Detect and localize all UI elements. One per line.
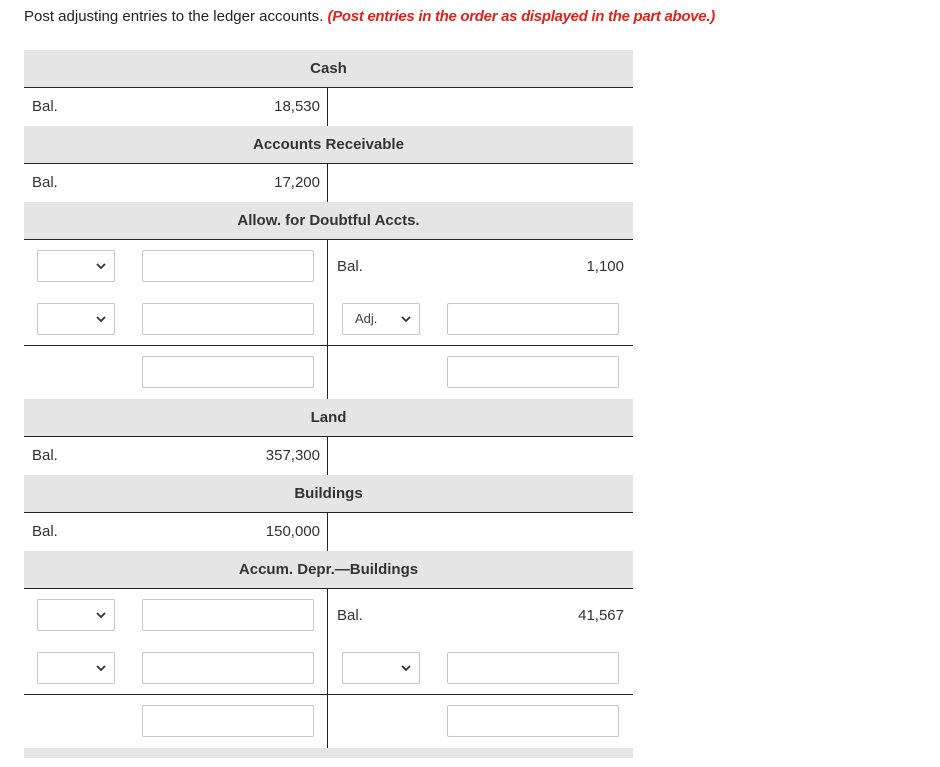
credit-select-value: Adj.: [355, 311, 378, 326]
instruction-text: [24, 8, 715, 25]
account-title-buildings: Buildings: [24, 475, 633, 513]
t-account-divider: [327, 513, 328, 551]
t-account-divider: [327, 88, 328, 126]
accum-depr-total-row: [24, 695, 633, 748]
chevron-down-icon: [95, 260, 107, 272]
credit-amount: 41,567: [578, 607, 624, 624]
cash-balance-row: [24, 88, 633, 126]
instruction-main: Post adjusting entries to the ledger accounts.: [24, 8, 328, 25]
debit-amount-input[interactable]: [142, 599, 314, 631]
chevron-down-icon: [400, 662, 412, 674]
debit-account-select[interactable]: [37, 599, 115, 631]
debit-label: Bal.: [32, 98, 58, 115]
instruction-note: (Post entries in the order as displayed in the part above.): [327, 8, 715, 25]
debit-account-select[interactable]: [37, 652, 115, 684]
credit-amount-input[interactable]: [447, 303, 619, 335]
next-account-header: [24, 748, 633, 758]
t-account-divider: [327, 642, 328, 694]
debit-amount-input[interactable]: [142, 250, 314, 282]
t-account-divider: [327, 437, 328, 475]
t-account-divider: [327, 346, 328, 399]
debit-amount-input[interactable]: [142, 303, 314, 335]
allowance-row-1: [24, 240, 633, 293]
debit-amount: 17,200: [274, 174, 320, 191]
credit-amount: 1,100: [586, 258, 624, 275]
allowance-total-row: [24, 346, 633, 399]
debit-total-input[interactable]: [142, 705, 314, 737]
account-title-land: Land: [24, 399, 633, 437]
accum-depr-row-2: [24, 642, 633, 695]
t-account-divider: [327, 589, 328, 642]
chevron-down-icon: [95, 662, 107, 674]
debit-amount-input[interactable]: [142, 652, 314, 684]
accum-depr-row-1: [24, 589, 633, 642]
debit-total-input[interactable]: [142, 356, 314, 388]
debit-account-select[interactable]: [37, 303, 115, 335]
chevron-down-icon: [400, 313, 412, 325]
t-account-divider: [327, 164, 328, 202]
account-title-accounts-receivable: Accounts Receivable: [24, 126, 633, 164]
credit-account-select[interactable]: [342, 303, 420, 335]
credit-label: Bal.: [337, 258, 363, 275]
account-title-cash: Cash: [24, 50, 633, 88]
account-title-allowance-doubtful: Allow. for Doubtful Accts.: [24, 202, 633, 240]
debit-label: Bal.: [32, 523, 58, 540]
debit-label: Bal.: [32, 174, 58, 191]
credit-account-select[interactable]: [342, 652, 420, 684]
t-account-divider: [327, 240, 328, 293]
credit-total-input[interactable]: [447, 356, 619, 388]
debit-amount: 150,000: [265, 523, 320, 540]
accounts-receivable-balance-row: [24, 164, 633, 202]
debit-amount: 18,530: [274, 98, 320, 115]
debit-label: Bal.: [32, 447, 58, 464]
allowance-row-2: [24, 293, 633, 346]
debit-amount: 357,300: [265, 447, 320, 464]
credit-label: Bal.: [337, 607, 363, 624]
account-title-accum-depr-buildings: Accum. Depr.—Buildings: [24, 551, 633, 589]
ledger-accounts: [24, 50, 633, 758]
chevron-down-icon: [95, 313, 107, 325]
t-account-divider: [327, 695, 328, 748]
credit-total-input[interactable]: [447, 705, 619, 737]
credit-amount-input[interactable]: [447, 652, 619, 684]
debit-account-select[interactable]: [37, 250, 115, 282]
t-account-divider: [327, 293, 328, 345]
chevron-down-icon: [95, 609, 107, 621]
land-balance-row: [24, 437, 633, 475]
buildings-balance-row: [24, 513, 633, 551]
